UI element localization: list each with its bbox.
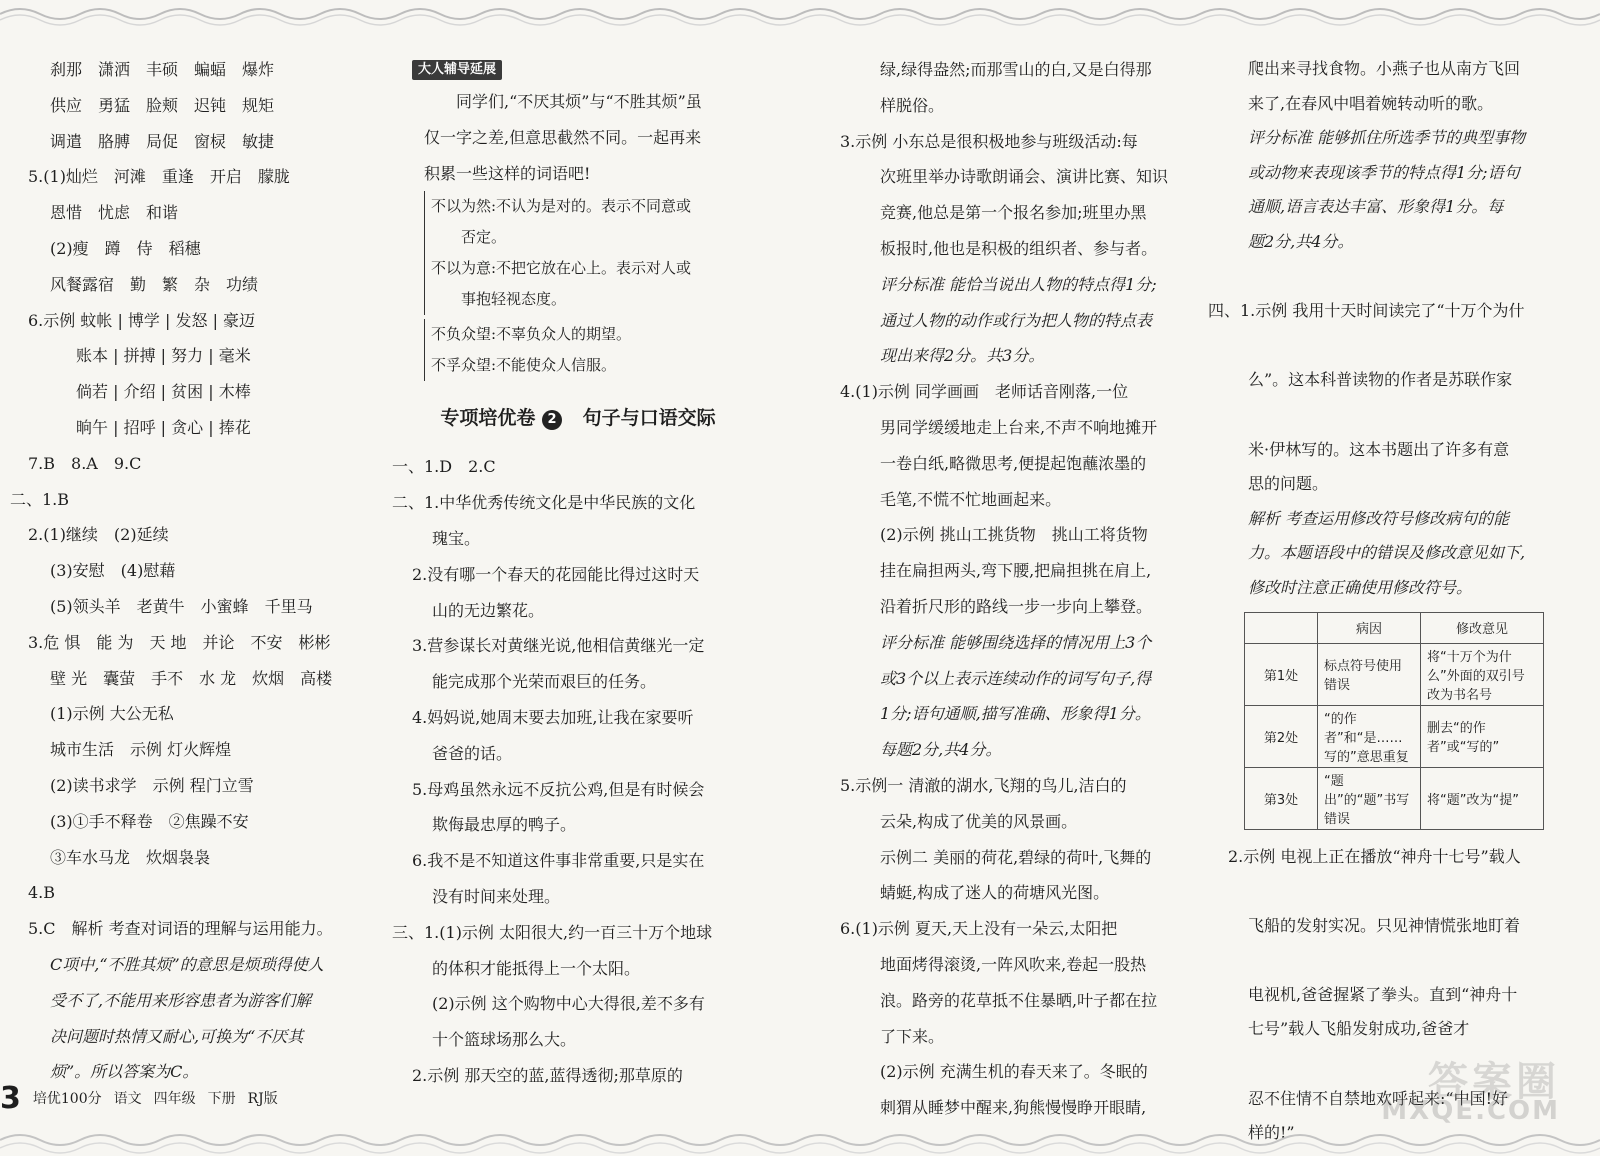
- table-cell: 第3处: [1245, 767, 1318, 829]
- answer-line: 5.示例一 清澈的湖水,飞翔的鸟儿,洁白的: [840, 775, 1127, 795]
- answer-line: 3.示例 小东总是很积极地参与班级活动:每: [840, 131, 1138, 151]
- scoring-line: 1分;语句通顺,描写准确、形象得1分。: [880, 704, 1151, 724]
- table-header: 修改意见: [1421, 612, 1544, 643]
- answer-line: 样脱俗。: [880, 95, 945, 115]
- answer-line: 4.妈妈说,她周末要去加班,让我在家要听: [412, 707, 694, 727]
- answer-line: 烦”。所以答案为C。: [50, 1062, 199, 1082]
- answer-line: 来了,在春风中唱着婉转动听的歌。: [1248, 93, 1494, 113]
- answer-line: 3.营参谋长对黄继光说,他相信黄继光一定: [412, 636, 705, 656]
- answer-line: 恩惜 忧虑 和谐: [50, 203, 179, 223]
- table-cell: 将“十万个为什么”外面的双引号改为书名号: [1421, 643, 1544, 705]
- word-pair-brace: [424, 319, 764, 381]
- section-title-text: 专项培优卷: [440, 407, 536, 430]
- word-def: 不以为意:不把它放在心上。表示对人或: [431, 259, 692, 278]
- answer-column-2: [392, 52, 764, 1094]
- watermark-logo: 答案圈: [1428, 1059, 1560, 1105]
- answer-line: 能完成那个光荣而艰巨的任务。: [432, 672, 657, 692]
- footer-item: 四年级: [153, 1091, 196, 1107]
- answer-line: 板报时,他也是积极的组织者、参与者。: [880, 238, 1158, 258]
- answer-line: 刺猬从睡梦中醒来,狗熊慢慢睁开眼睛,: [880, 1098, 1147, 1118]
- footer-item: 语文: [113, 1091, 142, 1107]
- section-title: [392, 387, 764, 449]
- answer-line: 爸爸的话。: [432, 743, 513, 763]
- answer-line: 账本 | 拼搏 | 努力 | 毫米: [28, 346, 251, 366]
- answer-line: 受不了,不能用来形容患者为游客们解: [50, 990, 312, 1010]
- answer-line: (1)示例 大公无私: [50, 704, 174, 724]
- scoring-line: 每题2分,共4分。: [880, 740, 1002, 760]
- word-pair-brace: [424, 191, 764, 315]
- answer-line: 欺侮最忠厚的鸭子。: [432, 815, 577, 835]
- watermark-url: MXQE.COM: [1381, 1096, 1560, 1126]
- answer-line: 的体积才能抵得上一个太阳。: [432, 958, 641, 978]
- scoring-line: 通顺,语言表达丰富、形象得1分。每: [1248, 197, 1504, 217]
- answer-line: 电视机,爸爸握紧了拳头。直到“神舟十: [1248, 984, 1518, 1004]
- answer-line: 5.(1)灿烂 河滩 重逢 开启 朦胧: [28, 167, 290, 187]
- word-def: 不以为然:不认为是对的。表示不同意或: [431, 197, 692, 216]
- answer-line: 示例二 美丽的荷花,碧绿的荷叶,飞舞的: [880, 847, 1152, 867]
- answer-line: 十个篮球场那么大。: [432, 1030, 577, 1050]
- scoring-line: 通过人物的动作或行为把人物的特点表: [880, 310, 1153, 330]
- answer-line: 刹那 潇洒 丰硕 蝙蝠 爆炸: [50, 60, 275, 79]
- footer-item: 培优100分: [32, 1091, 102, 1107]
- answer-line: C项中,“不胜其烦”的意思是烦琐得使人: [50, 954, 324, 974]
- answer-line: 飞船的发射实况。只见神情慌张地盯着: [1248, 915, 1521, 935]
- analysis-line: 力。本题语段中的错误及修改意见如下,: [1248, 543, 1526, 563]
- answer-line: 2.(1)继续 (2)延续: [28, 525, 169, 545]
- top-wave-border: [0, 0, 1600, 28]
- answer-column-3: [840, 52, 1190, 1126]
- answer-line: 风餐露宿 勤 繁 杂 功绩: [50, 274, 259, 294]
- scoring-line: 或动物来表现该季节的特点得1分;语句: [1248, 162, 1520, 182]
- answer-line: 挂在扁担两头,弯下腰,把扁担挑在肩上,: [880, 561, 1152, 581]
- footer-item: 下册: [207, 1091, 236, 1107]
- page-footer: [0, 1081, 278, 1115]
- answer-line: 竞赛,他总是第一个报名参加;班里办黑: [880, 203, 1147, 223]
- answer-line: 浪。路旁的花草抵不住暴晒,叶子都在拉: [880, 990, 1158, 1010]
- answer-line: 城市生活 示例 灯火辉煌: [50, 740, 232, 760]
- tutor-extension-badge: 大人辅导延展: [412, 60, 502, 80]
- scoring-line: 现出来得2分。共3分。: [880, 346, 1045, 366]
- answer-line: 毛笔,不慌不忙地画起来。: [880, 489, 1062, 509]
- answer-line: 一、1.D 2.C: [392, 457, 496, 477]
- footer-item: RJ版: [247, 1091, 278, 1107]
- spacer: [1208, 329, 1590, 364]
- scoring-line: 评分标准 能够围绕选择的情况用上3个: [880, 632, 1152, 652]
- table-cell: 标点符号使用错误: [1318, 643, 1421, 705]
- answer-line: 供应 勇猛 脸颊 迟钝 规矩: [50, 95, 275, 115]
- table-cell: 第1处: [1245, 643, 1318, 705]
- table-cell: 将“题”改为“提”: [1421, 767, 1544, 829]
- answer-line: 2.没有哪一个春天的花园能比得过这时天: [412, 564, 700, 584]
- table-row: [1245, 643, 1544, 705]
- answer-line: 2.示例 那天空的蓝,蓝得透彻;那草原的: [412, 1065, 683, 1085]
- scoring-line: 题2分,共4分。: [1248, 231, 1354, 251]
- table-cell: “题出”的“题”书写错误: [1318, 767, 1421, 829]
- answer-line: (3)①手不释卷 ②焦躁不安: [50, 811, 249, 831]
- word-def: 不孚众望:不能使众人信服。: [431, 356, 617, 375]
- answer-line: (2)示例 挑山工挑货物 挑山工将货物: [880, 525, 1148, 545]
- answer-line: 思的问题。: [1248, 474, 1329, 494]
- spacer: [1208, 943, 1590, 978]
- table-row: [1245, 705, 1544, 767]
- answer-line: 忍不住情不自禁地欢呼起来:“中国!好: [1248, 1088, 1509, 1108]
- answer-line: 4.B: [28, 883, 56, 903]
- answer-line: 5.C 解析 考查对词语的理解与运用能力。: [28, 919, 333, 939]
- answer-line: 男同学缓缓地走上台来,不声不响地摊开: [880, 417, 1158, 437]
- answer-line: (2)瘦 蹲 侍 稻穗: [50, 238, 201, 258]
- section-number: 2: [542, 410, 562, 430]
- answer-line: 四、1.示例 我用十天时间读完了“十万个为什: [1208, 301, 1525, 321]
- scoring-line: 评分标准 能恰当说出人物的特点得1分;: [880, 274, 1157, 294]
- revision-table: [1244, 612, 1544, 830]
- section-subtitle: 句子与口语交际: [582, 407, 716, 430]
- extension-line: 同学们,“不厌其烦”与“不胜其烦”虽: [456, 92, 702, 111]
- page-number: 3: [0, 1080, 21, 1116]
- word-def: 事抱轻视态度。: [431, 290, 567, 309]
- table-cell: 第2处: [1245, 705, 1318, 767]
- bottom-wave-border: [0, 1124, 1600, 1156]
- spacer: [1208, 874, 1590, 909]
- scoring-line: 评分标准 能够抓住所选季节的典型事物: [1248, 128, 1526, 148]
- answer-line: 样的!”: [1248, 1123, 1295, 1143]
- answer-line: 决问题时热情又耐心,可换为“不厌其: [50, 1026, 304, 1046]
- answer-line: 3.危 惧 能 为 天 地 并论 不安 彬彬: [28, 632, 331, 652]
- answer-line: 爬出来寻找食物。小燕子也从南方飞回: [1248, 59, 1521, 78]
- table-header: [1245, 612, 1318, 643]
- answer-line: 壁 光 囊萤 手不 水 龙 炊烟 高楼: [50, 668, 333, 688]
- answer-line: 三、1.(1)示例 太阳很大,约一百三十万个地球: [392, 922, 713, 942]
- scoring-line: 或3个以上表示连续动作的词写句子,得: [880, 668, 1152, 688]
- answer-line: 没有时间来处理。: [432, 886, 561, 906]
- answer-line: 6.我不是不知道这件事非常重要,只是实在: [412, 851, 705, 871]
- answer-line: 4.(1)示例 同学画画 老师话音刚落,一位: [840, 382, 1129, 402]
- answer-line: (3)安慰 (4)慰藉: [50, 561, 176, 581]
- answer-line: 倘若 | 介绍 | 贫困 | 木棒: [28, 382, 251, 402]
- analysis-line: 修改时注意正确使用修改符号。: [1248, 577, 1473, 597]
- answer-line: 七号”载人飞船发射成功,爸爸才: [1248, 1019, 1470, 1039]
- answer-line: 云朵,构成了优美的风景画。: [880, 811, 1078, 831]
- answer-line: 蜻蜓,构成了迷人的荷塘风光图。: [880, 883, 1110, 903]
- answer-line: 6.示例 蚊帐 | 博学 | 发怒 | 豪迈: [28, 310, 256, 330]
- answer-line: 瑰宝。: [432, 528, 481, 548]
- answer-line: 沿着折尺形的路线一步一步向上攀登。: [880, 596, 1153, 616]
- answer-line: 晌午 | 招呼 | 贪心 | 捧花: [28, 417, 251, 437]
- answer-line: 次班里举办诗歌朗诵会、演讲比赛、知识: [880, 167, 1169, 187]
- answer-line: 调遣 胳膊 局促 窗棂 敏捷: [50, 131, 275, 151]
- answer-column-4: [1208, 52, 1590, 1151]
- answer-line: 二、1.中华优秀传统文化是中华民族的文化: [392, 493, 696, 513]
- answer-line: (2)示例 充满生机的春天来了。冬眠的: [880, 1062, 1148, 1082]
- answer-line: 二、1.B: [10, 489, 70, 509]
- answer-line: 米·伊林写的。这本书题出了许多有意: [1248, 439, 1510, 459]
- answer-line: 6.(1)示例 夏天,天上没有一朵云,太阳把: [840, 919, 1118, 939]
- answer-line: ③车水马龙 炊烟袅袅: [50, 847, 211, 867]
- spacer: [1208, 398, 1590, 433]
- extension-line: 仅一字之差,但意思截然不同。一起再来: [424, 127, 702, 147]
- answer-line: 么”。这本科普读物的作者是苏联作家: [1248, 370, 1513, 390]
- answer-line: (2)读书求学 示例 程门立雪: [50, 775, 254, 795]
- answer-column-1: [10, 52, 360, 1090]
- answer-line: 5.母鸡虽然永远不反抗公鸡,但是有时候会: [412, 779, 705, 799]
- word-def: 不负众望:不辜负众人的期望。: [431, 325, 632, 344]
- word-def: 否定。: [431, 228, 507, 247]
- table-header: 病因: [1318, 612, 1421, 643]
- answer-line: (5)领头羊 老黄牛 小蜜蜂 千里马: [50, 596, 313, 616]
- table-cell: “的作者”和“是……写的”意思重复: [1318, 705, 1421, 767]
- answer-line: 2.示例 电视上正在播放“神舟十七号”载人: [1228, 846, 1521, 866]
- answer-line: 一卷白纸,略微思考,便提起饱蘸浓墨的: [880, 453, 1147, 473]
- table-row: [1245, 767, 1544, 829]
- answer-line: 7.B 8.A 9.C: [28, 453, 142, 473]
- answer-line: 绿,绿得盎然;而那雪山的白,又是白得那: [880, 60, 1152, 79]
- spacer: [1208, 260, 1590, 295]
- answer-line: 地面烤得滚烫,一阵风吹来,卷起一股热: [880, 954, 1147, 974]
- extension-line: 积累一些这样的词语吧!: [424, 163, 591, 183]
- analysis-line: 解析 考查运用修改符号修改病句的能: [1248, 508, 1510, 528]
- answer-line: 山的无边繁花。: [432, 600, 545, 620]
- answer-line: 了下来。: [880, 1026, 945, 1046]
- table-cell: 删去“的作者”或“写的”: [1421, 705, 1544, 767]
- answer-line: (2)示例 这个购物中心大得很,差不多有: [432, 994, 705, 1014]
